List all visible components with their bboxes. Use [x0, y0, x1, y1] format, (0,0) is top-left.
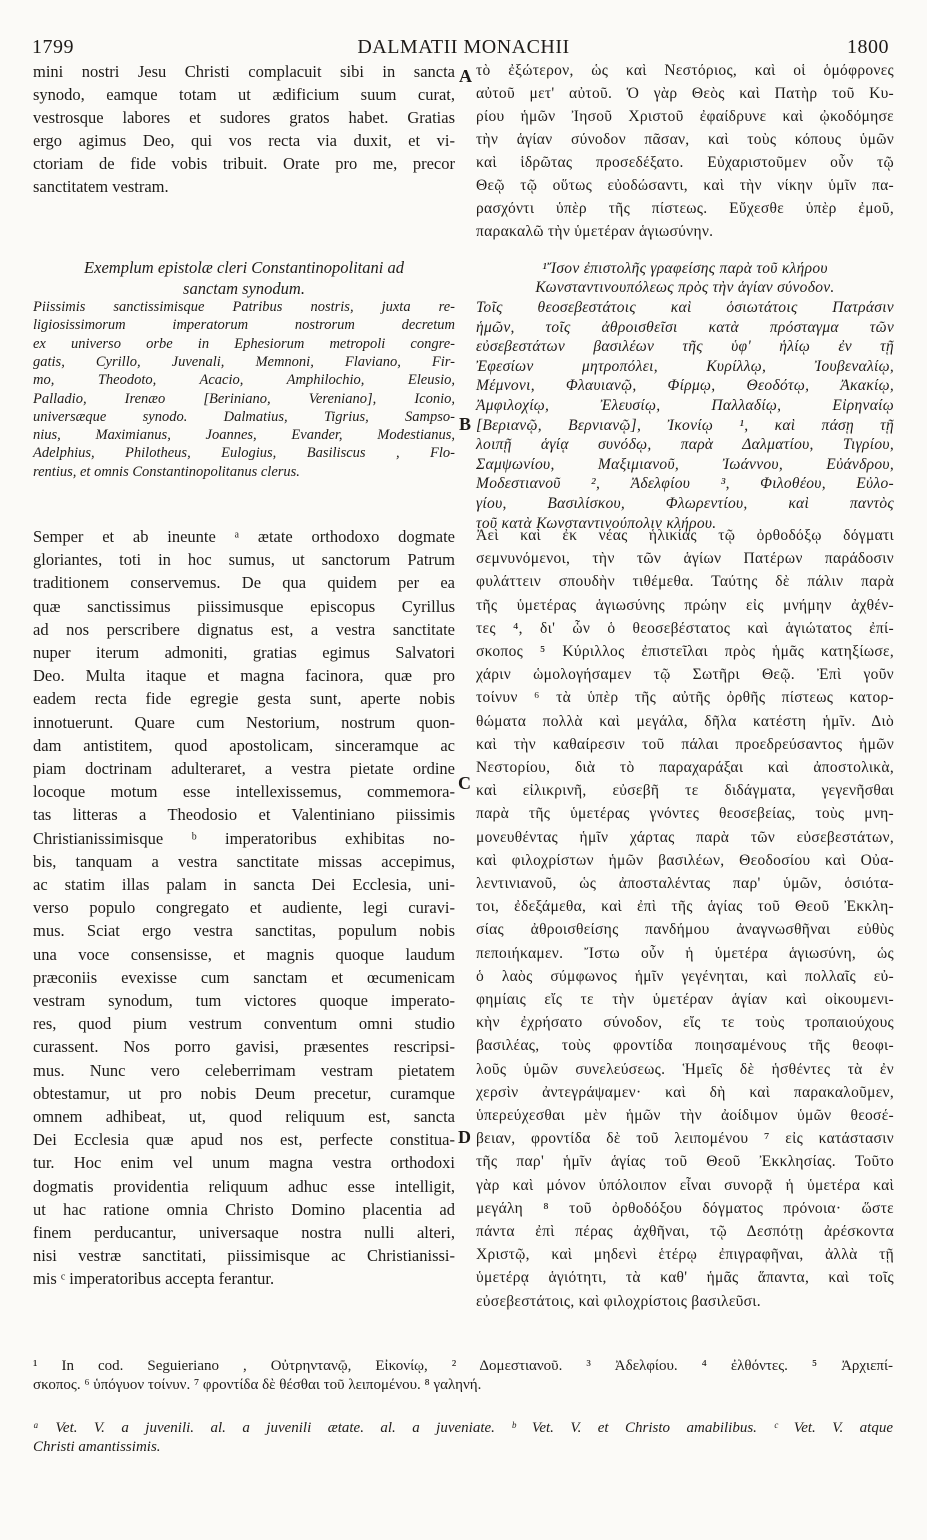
- running-title: DALMATII MONACHII: [357, 36, 570, 58]
- salutation-line: Adelphius, Philotheus, Eulogius, Basiliscus , Flo-: [33, 445, 455, 462]
- salutation-line: Ἀμφιλοχίῳ, Ἐλευσίῳ, Παλλαδίῳ, Εἰρηναίῳ: [476, 397, 894, 414]
- text-line: Ἀεὶ καὶ ἐκ νέας ἡλικίας τῷ ὀρθοδόξῳ δόγματι: [476, 527, 894, 544]
- footnote-line: Christi amantissimis.: [33, 1439, 161, 1455]
- text-line: mis ᶜ imperatoribus accepta ferantur.: [33, 1269, 275, 1289]
- salutation-line: ex universo orbe in Ephesiorum metropoli congre-: [33, 335, 455, 352]
- salutation-line: Τοῖς θεοσεβεστάτοις καὶ ὁσιωτάτοις Πατράσιν: [476, 299, 894, 316]
- greek-column: [476, 62, 894, 1322]
- margin-letter-a: A: [459, 66, 472, 86]
- text-line: καὶ φιλοχρίστων ἡμῶν βασιλέων, Θεοδοσίου καὶ Οὐα-: [476, 851, 894, 869]
- text-line: τὸ ἐξώτερον, ὡς καὶ Νεστόριος, καὶ οἱ ὁμόφρονες: [476, 62, 894, 79]
- text-line: vestrosque labores et sudores gratos habet. Gratias: [33, 108, 455, 127]
- text-line: una voce consensisse, et magnis quoque laudum: [33, 944, 455, 964]
- text-line: quæ sanctissimus piissimusque episcopus Cyrillus: [33, 596, 455, 616]
- text-line: gloriantes, toti in hoc sumus, ut sanctorum Patrum: [33, 550, 455, 570]
- footnote-line: σκοπος. ⁶ ὑπόγυον τοίνυν. ⁷ φροντίδα δὲ θέσθαι τοῦ λειπομένου. ⁸ γαληνή.: [33, 1377, 482, 1393]
- text-line: ad nos perscribere dignatus est, a vestra sanctitate: [33, 619, 455, 639]
- text-line: γὰρ καὶ μόνον ὑπόλοιπον εἶναι συνορᾷ ἡ ὑμετέρα καὶ: [476, 1176, 894, 1194]
- salutation-line: Piissimis sanctissimisque Patribus nostris, juxta re-: [33, 299, 455, 315]
- text-line: mus. Sciat ergo vestra sanctitas, populum nobis: [33, 921, 455, 941]
- text-line: τοίνυν ⁶ τὰ ὑπὲρ τῆς αὐτῆς ὀρθῆς πίστεως κατορ-: [476, 689, 894, 707]
- footnote-line: ᵃ Vet. V. a juvenili. al. a juvenili ætate. al. a juveniate. ᵇ Vet. V. et Christo amabilibus. ᶜ Vet. V. atque: [33, 1420, 893, 1436]
- salutation-line: Μέμνονι, Φλαυιανῷ, Φίρμῳ, Θεοδότῳ, Ἀκακίῳ,: [476, 377, 894, 395]
- text-line: βασιλέας, τοὺς φροντίδα ποιησαμένους τῆς θεοφι-: [476, 1037, 894, 1055]
- text-line: τὴν ἁγίαν σύνοδον πᾶσαν, καὶ τοὺς κόπους ὑμῶν: [476, 131, 894, 148]
- salutation-line: ἡμῶν, τοῖς ἀθροισθεῖσι κατὰ πρόσταγμα τῶν: [476, 318, 894, 336]
- page-number-left: 1799: [32, 36, 74, 58]
- text-line: tas litteras a Theodosio et Valentiniano piissimis: [33, 805, 455, 825]
- text-line: παρὰ τῆς ὑμετέρας γνόντες θεοσεβείας, τοὺς μνη-: [476, 805, 894, 823]
- text-line: τες ⁴, δι' ὧν ὁ θεοσεβέστατος καὶ ἁγιώτατος ἐπί-: [476, 619, 894, 637]
- text-line: mus. Nunc vero celeberrimam vestram pietatem: [33, 1060, 455, 1080]
- text-line: αὐτοῦ μετ' αὐτοῦ. Ὁ γὰρ Θεὸς καὶ Πατὴρ τοῦ Κυ-: [476, 85, 894, 102]
- text-line: Dei Ecclesia quæ apud nos est, perfecte constitua-: [33, 1130, 455, 1150]
- text-line: ρασχόντι ὑπὲρ τῆς πίστεως. Εὔχεσθε ὑπὲρ ἐμοῦ,: [476, 200, 894, 217]
- heading-line: Exemplum epistolæ cleri Constantinopolitani ad: [84, 258, 404, 277]
- text-line: ac statim illas palam in sancta Dei Ecclesia, uni-: [33, 875, 455, 894]
- text-line: φυλάττειν σπουδὴν τιθέμεθα. Ταύτης δὲ πάλιν παρὰ: [476, 573, 894, 591]
- salutation-line: nius, Maximianus, Joannes, Evander, Modestianus,: [33, 427, 455, 444]
- text-line: μεγάλη ⁸ τοῦ ὀρθοδόξου δόγματος πρόνοια· ὥστε: [476, 1199, 894, 1217]
- text-line: nisi vestræ sanctitati, piissimisque ac Christianissi-: [33, 1246, 455, 1266]
- page-header: [0, 0, 927, 60]
- salutation-line: τοῦ κατὰ Κωνσταντινούπολιν κλήρου.: [476, 514, 717, 532]
- text-line: Semper et ab ineunte ᵃ ætate orthodoxo dogmate: [33, 527, 455, 546]
- greek-footnotes: [33, 1358, 893, 1402]
- text-line: curassent. Nos porro gavisi, præsentes rescripsi-: [33, 1037, 455, 1057]
- page-number-right: 1800: [847, 36, 889, 58]
- text-line: traditionem conservemus. De qua quidem per ea: [33, 573, 455, 593]
- margin-letter-d: D: [458, 1127, 471, 1147]
- text-line: bis, tanquam a vestra sanctitate missas accepimus,: [33, 851, 455, 871]
- text-line: locoque motum esse intellexissemus, commemora-: [33, 782, 455, 802]
- heading-line: Κωνσταντινουπόλεως πρὸς τὴν ἁγίαν σύνοδον.: [535, 279, 835, 296]
- text-line: tur. Hoc enim vel unum magna vestra orthodoxi: [33, 1153, 455, 1173]
- text-line: verso populo congregato et audiente, legi curavi-: [33, 898, 455, 918]
- salutation-line: εὐσεβεστάτων βασιλέων τῆς ὑφ' ἡλίῳ ἐν τῇ: [476, 338, 894, 356]
- text-line: præconiis evexisse cum sanctam et œcumenicam: [33, 967, 455, 987]
- text-line: πεποιήκαμεν. Ἴστω οὖν ἡ ὑμετέρα ἁγιωσύνη, ὡς: [476, 944, 894, 962]
- text-line: μονευθέντας ἡμῖν χάρτας παρὰ τῶν εὐσεβεστάτων,: [476, 828, 894, 846]
- text-line: παρακαλῶ τὴν ὑμετέραν ἁγιωσύνην.: [476, 223, 714, 240]
- text-line: ὁ λαὸς σύμφωνος ἡμῖν γεγένηται, καὶ πολλαῖς εὐ-: [476, 967, 894, 985]
- text-line: ρίου ἡμῶν Ἰησοῦ Χριστοῦ ἐφαίδρυνε καὶ ᾠκοδόμησε: [476, 108, 894, 125]
- text-line: χερσὶν ἀντεγράψαμεν· καὶ δὴ καὶ παρακαλοῦμεν,: [476, 1083, 894, 1101]
- text-line: finem perducantur, universaque nostra nulli alteri,: [33, 1223, 455, 1242]
- text-line: τῆς παρ' ἡμῖν ἁγίας τοῦ Θεοῦ Ἐκκλησίας. Τοῦτο: [476, 1153, 894, 1171]
- text-line: obtestamur, ut pro nobis Deum precetur, curamque: [33, 1083, 455, 1103]
- text-line: σίας ἀθροισθείσης πανδήμου ἀναγνωσθῆναι εὐθὺς: [476, 921, 894, 939]
- text-line: πάντα ἐπὶ πέρας ἀχθῆναι, τῷ Δεσπότῃ ἀρέσκοντα: [476, 1223, 894, 1240]
- salutation-line: mo, Theodoto, Acacio, Amphilochio, Eleusio,: [33, 372, 455, 389]
- text-line: φημίαις εἴς τε τὴν ὑμετέραν ἁγίαν καὶ οἰκουμενι-: [476, 991, 894, 1008]
- latin-footnotes: [33, 1420, 893, 1464]
- text-line: ut hac ratione omnia Christo Domino placentia ad: [33, 1199, 455, 1219]
- salutation-line: Ἐφεσίων μητροπόλει, Κυρίλλῳ, Ἰουβεναλίῳ,: [476, 357, 894, 375]
- latin-column: [33, 62, 455, 1322]
- heading-line: ¹Ἴσον ἐπιστολῆς γραφείσης παρὰ τοῦ κλήρου: [542, 260, 828, 277]
- text-line: τοι, ἐδεξάμεθα, καὶ ἐπὶ τῆς ἁγίας τοῦ Θεοῦ Ἐκκλη-: [476, 898, 894, 916]
- text-line: piam doctrinam adulteraret, a vestra pietate ordine: [33, 759, 455, 778]
- salutation-line: λοιπῇ ἁγίᾳ συνόδῳ, παρὰ Δαλματίου, Τιγρίου,: [476, 436, 894, 454]
- text-line: synodo, eamque totam ut ædificium suum curat,: [33, 85, 455, 104]
- text-line: Θεῷ τῷ οὕτως εὐοδώσαντι, καὶ τὴν νίκην ὑμῖν πα-: [476, 177, 894, 194]
- salutation-line: universæque synodo. Dalmatius, Tigrius, Sampso-: [33, 408, 455, 425]
- text-line: sanctitatem vestram.: [33, 177, 169, 196]
- text-line: βειαν, φροντίδα δὲ τοῦ λειπομένου ⁷ εἰς κατάστασιν: [476, 1130, 894, 1148]
- text-line: vestram synodum, tum victores quoque imperato-: [33, 991, 455, 1010]
- salutation-line: gatis, Cyrillo, Juvenali, Memnoni, Flaviano, Fir-: [33, 353, 455, 370]
- text-line: ergo agimus Deo, qui vos recta via duxit, et vi-: [33, 131, 455, 150]
- salutation-line: Σαμψωνίου, Μαξιμιανοῦ, Ἰωάννου, Εὐάνδρου,: [476, 455, 894, 473]
- text-line: Νεστορίου, διὰ τὸ παραχαράξαι καὶ ἀποστολικὰ,: [476, 759, 894, 776]
- text-line: Χριστῷ, καὶ μηδενὶ ἑτέρῳ ἐπιγραφῆναι, ἀλλὰ τῇ: [476, 1246, 894, 1264]
- text-line: ὑπερεύχεσθαι μὲν ἡμῶν τὴν ἀοίδιμον ὑμῶν θεοσέ-: [476, 1107, 894, 1124]
- text-line: καὶ τὴν καθαίρεσιν τοῦ πάλαι προεδρεύσαντος ἡμῶν: [476, 735, 894, 753]
- text-line: dogmatis providentia reliquum adhuc esse intelligit,: [33, 1176, 455, 1196]
- text-line: res, quod pium vestrum conventum omni studio: [33, 1014, 455, 1034]
- salutation-line: γίου, Βασιλίσκου, Φλωρεντίου, καὶ παντὸς: [476, 495, 894, 512]
- text-line: τῆς ὑμετέρας ἁγιωσύνης πρώην εἰς μνήμην ἀχθέν-: [476, 596, 894, 614]
- margin-letter-b: B: [459, 414, 472, 434]
- text-line: χάριν ὡμολογήσαμεν τῷ Σωτῆρι Θεῷ. Ἐπὶ γοῦν: [476, 666, 894, 684]
- text-line: nuper iterum admoniti, gratias egimus Salvatori: [33, 643, 455, 662]
- salutation-line: Μοδεστιανοῦ ², Ἀδελφίου ³, Φιλοθέου, Εὐλο-: [476, 475, 894, 493]
- text-line: σεμνυνόμενοι, τὴν τῶν ἁγίων Πατέρων παράδοσιν: [476, 550, 894, 568]
- text-line: εὐσεβεστάτοις, καὶ φιλοχρίστοις βασιλεῦσι.: [476, 1292, 761, 1310]
- text-line: λοῦς ὑμῶν συνελεύσεως. Ἡμεῖς δὲ ἡσθέντες τὰ ἐν: [476, 1060, 894, 1078]
- text-line: λεντινιανοῦ, ὡς ἀποσταλέντας παρ' ὑμῶν, ὁσιότα-: [476, 875, 894, 892]
- footnote-line: ¹ In cod. Seguieriano , Οὐτρηντανῷ, Εἰκονίῳ, ² Δομεστιανοῦ. ³ Ἀδελφίου. ⁴ ἐλθόντες. ⁵ Ἀρχιεπί-: [33, 1358, 893, 1374]
- text-line: omnem adhibeat, ut, quod reliquum est, sancta: [33, 1107, 455, 1126]
- margin-letter-c: C: [458, 773, 471, 793]
- text-line: mini nostri Jesu Christi complacuit sibi in sancta: [33, 62, 455, 81]
- text-line: καὶ ἱδρῶτας προσεδέξατο. Εὐχαριστοῦμεν οὖν τῷ: [476, 154, 894, 171]
- text-line: ὑμετέρᾳ ἁγιότητι, τὰ καθ' ἡμᾶς ἅπαντα, καὶ τοῖς: [476, 1269, 894, 1287]
- text-line: eadem recta fide egregie gesta sunt, aperte nobis: [33, 689, 455, 709]
- salutation-line: ligiosissimorum imperatorum nostrorum decretum: [33, 317, 455, 334]
- text-line: θώματα πολλὰ καὶ μεγάλα, δῆλα κατέστη ἡμῖν. Διὸ: [476, 712, 894, 730]
- salutation-line: Palladio, Irenæo [Beriniano, Vereniano], Iconio,: [33, 390, 455, 407]
- text-line: καὶ εἰλικρινῆ, εὐσεβῆ τε διδάγματα, γεγενῆσθαι: [476, 782, 894, 800]
- salutation-line: rentius, et omnis Constantinopolitanus clerus.: [33, 463, 300, 480]
- text-line: Deo. Multa itaque et magna facinora, quæ pro: [33, 666, 455, 686]
- heading-line: sanctam synodum.: [183, 279, 305, 298]
- text-line: dam antistitem, quod apostolicam, sinceramque ac: [33, 735, 455, 755]
- text-line: innotuerunt. Quare cum Nestorium, nostrum quon-: [33, 712, 455, 732]
- text-line: κὴν ἐχρήσατο σύνοδον, εἴς τε τοὺς τροπαιούχους: [476, 1014, 894, 1032]
- text-line: ctoriam de fide vobis tribuit. Orate pro me, precor: [33, 154, 455, 173]
- salutation-line: [Βεριανῷ, Βερνιανῷ], Ἰκονίῳ ¹, καὶ πάσῃ τῇ: [476, 416, 894, 434]
- text-line: Christianissimisque ᵇ imperatoribus exhibitas no-: [33, 828, 455, 848]
- text-line: σκοπος ⁵ Κύριλλος ἐπιστεῖλαι πρὸς ἡμᾶς κατηξίωσε,: [476, 643, 894, 660]
